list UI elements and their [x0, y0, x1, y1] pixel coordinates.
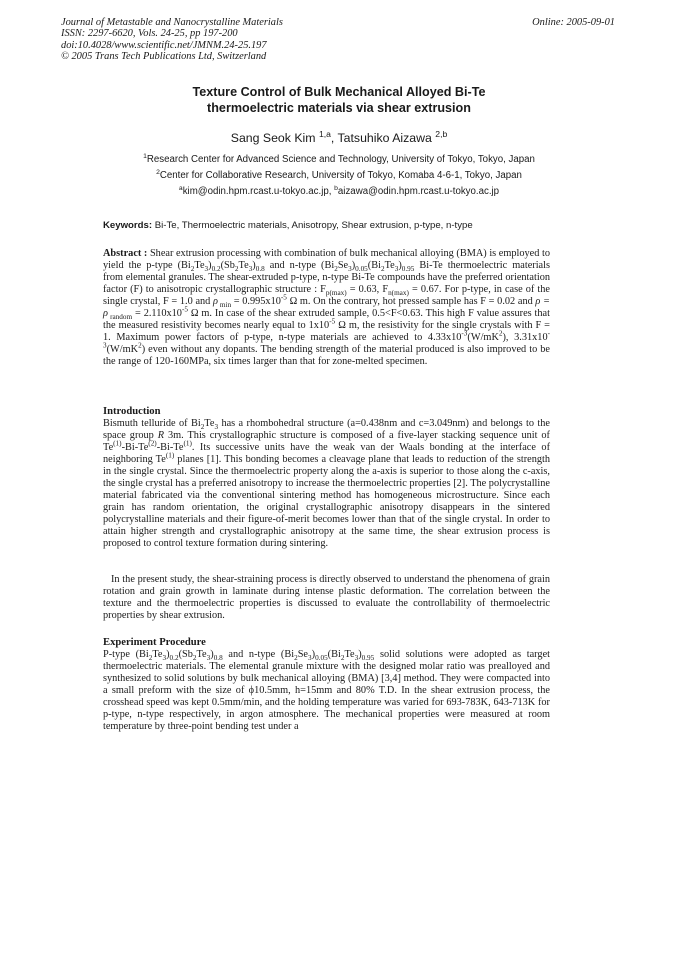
subscript: 2 — [294, 654, 298, 663]
superscript: (2) — [148, 439, 157, 448]
abstract-text: (W/mK — [106, 344, 139, 356]
subscript: 2 — [200, 423, 205, 432]
subscript: 2 — [234, 265, 239, 274]
journal-name: Journal of Metastable and Nanocrystalline Materials — [61, 17, 283, 28]
keywords-text: Bi-Te, Thermoelectric materials, Anisotropy, Shear extrusion, p-type, n-type — [152, 220, 473, 231]
abstract-text: ) — [351, 260, 356, 272]
abstract-text: Ω m. On the contrary, hot pressed sample has F = 0.02 and — [286, 296, 536, 308]
copyright-line: © 2005 Trans Tech Publications Ltd, Switzerland — [61, 50, 267, 62]
superscript: -3 — [461, 329, 468, 338]
abstract-text: Te — [384, 260, 395, 272]
body-text: has a rhombohedral structure (a=0.438nm and c=3.049nm) and belongs to the space group — [103, 418, 551, 442]
abstract-text: ) — [398, 260, 402, 272]
introduction-paragraph-1 — [103, 418, 550, 551]
body-text: solid solutions were adopted as target thermoelectric materials. The elemental granule mixture with the designed molar ratio was prealloyed and synthesized to solid solutions by bulk mechanical alloying (BMA) [3,4] method. They were compacted into a small preform with the size of ϕ10.5mm, h=15mm and 80% T.D. In the shear extrusion process, the crosshead speed was kept 0.5mm/min, and the holding temperature was varied for 693-783K, 643-713K for p-type, n-type respectively, in argon atmosphere. The mechanical properties were measured at room temperature by three-point bending test under a — [103, 649, 551, 733]
email-link[interactable]: kim@odin.hpm.rcast.u-tokyo.ac.jp, — [182, 186, 335, 197]
author-name: Tatsuhiko Aizawa — [337, 131, 432, 145]
rho-symbol: ρ = ρ — [103, 296, 550, 320]
subscript: 0.95 — [401, 265, 415, 274]
body-text: (Bi — [327, 649, 341, 660]
author-affiliation-mark: 2,b — [435, 128, 448, 139]
subscript: 3 — [354, 654, 359, 663]
superscript: (1) — [165, 451, 175, 460]
body-text: Te — [344, 649, 355, 660]
experiment-paragraph — [103, 649, 550, 733]
subscript: 0.05 — [355, 265, 368, 274]
doi-line[interactable]: doi:10.4028/www.scientific.net/JMNM.24-25.197 — [61, 39, 267, 51]
online-date: Online: 2005-09-01 — [532, 17, 615, 28]
abstract-text: Ω m. In case of the shear extruded sample, 0.5<F<0.63. This high F value assures that the measured resistivity becomes nearly equal to 1x10 — [103, 308, 550, 332]
abstract-text: = 0.995x10 — [231, 296, 281, 308]
abstract-text: Te — [194, 260, 205, 272]
superscript: (1) — [183, 439, 192, 448]
body-text: planes [1]. This bonding becomes a cleavage plane that leads to reduction of the strength in the single crystal. Since the thermoelectric property along the a-axis is superior to those along the c-axis, the single crystal has a preferred anisotropy to increase the thermoelectric properties [2]. The polycrystalline material fabricated via the conventional sintering method has homogeneous microstructure. Since each grain has random orientation, the original crystallographic anisotropy disappears in the sintered polycrystalline materials and their figure-of-merit becomes lower than that of the single crystal. In order to attain higher strength and crystallographic anisotropy at the same time, the shear extrusion process is proposed to control texture formation during sintering. — [103, 454, 551, 550]
body-text: ) — [358, 649, 362, 660]
body-text: . Its successive units have the weak van der Waals bonding at the interface of neighboring Te — [103, 442, 550, 466]
keywords — [103, 220, 473, 231]
affiliation-mark: 1 — [143, 152, 147, 160]
rho-symbol: ρ — [213, 296, 218, 308]
subscript: 0.95 — [361, 654, 375, 663]
superscript: -5 — [280, 293, 287, 302]
subscript: 2 — [190, 265, 195, 274]
abstract-label: Abstract : — [103, 248, 148, 259]
journal-header — [61, 17, 283, 62]
abstract-text: ), 3.31x10 — [502, 332, 548, 344]
keywords-label: Keywords: — [103, 220, 153, 231]
body-text: Te — [204, 418, 215, 429]
title-line-2: thermoelectric materials via shear extrusion — [207, 101, 471, 115]
abstract-text: Bi-Te thermoelectric materials from elemental granules. The shear-extruded p-type, n-type Bi-Te compounds have the preferred orientation factor (F) to anisotropic crystallographic structure : F — [103, 260, 550, 296]
abstract-text: = 0.67. For p-type, in case of the single crystal, F = 1.0 and — [103, 284, 550, 308]
abstract-text: ) even without any dopants. The bending strength of the material produced is also improved to be the range of 120-160MPa, six times larger than that for zone-melted specimen. — [103, 344, 550, 368]
affiliation-text: Center for Collaborative Research, University of Tokyo, Komaba 4-6-1, Tokyo, Japan — [159, 170, 522, 181]
affiliation-text: Research Center for Advanced Science and Technology, University of Tokyo, Tokyo, Japan — [146, 154, 535, 165]
author-affiliation-mark: 1,a — [318, 128, 331, 139]
body-text: -Bi-Te — [121, 442, 149, 454]
email-line — [80, 186, 598, 197]
subscript: 3 — [214, 423, 219, 432]
abstract — [103, 248, 550, 368]
body-text: 3m. This crystallographic structure is composed of a five-layer stacking sequence unit of Te — [103, 430, 550, 454]
abstract-text: ) — [252, 260, 256, 272]
body-text: Te — [196, 649, 207, 660]
subscript: 0.05 — [315, 654, 328, 663]
abstract-text: Te — [238, 260, 249, 272]
affiliation-1 — [80, 154, 598, 165]
abstract-text: = 2.110x10 — [132, 308, 182, 320]
superscript: (1) — [113, 439, 122, 448]
author-list — [100, 128, 578, 145]
body-text: ) — [210, 649, 214, 660]
paper-title — [100, 84, 578, 116]
superscript: -5 — [181, 305, 188, 314]
abstract-text: Se — [337, 260, 349, 272]
subscript: 3 — [204, 265, 209, 274]
abstract-text: (Bi — [367, 260, 381, 272]
section-heading-introduction: Introduction — [103, 406, 161, 417]
subscript: 3 — [248, 265, 253, 274]
subscript: 3 — [162, 654, 167, 663]
superscript: -3 — [103, 329, 551, 350]
body-text: Te — [152, 649, 163, 660]
title-line-1: Texture Control of Bulk Mechanical Alloyed Bi-Te — [192, 85, 486, 99]
body-text: Bismuth telluride of Bi — [103, 418, 201, 429]
subscript: 2 — [334, 265, 338, 274]
abstract-text: = 0.63, F — [346, 284, 389, 296]
subscript: 0.8 — [213, 654, 223, 663]
abstract-text: ) — [208, 260, 212, 272]
abstract-text: and n-type (Bi — [264, 260, 335, 272]
email-link[interactable]: aizawa@odin.hpm.rcast.u-tokyo.ac.jp — [337, 186, 500, 197]
abstract-text: Ω m, the resistivity for the single crystals with F = 1. Maximum power factors of p-type, n-type materials are achieved to 4.33x10 — [103, 320, 550, 344]
subscript: 3 — [394, 265, 399, 274]
body-text: -Bi-Te — [156, 442, 184, 454]
author-separator: , — [330, 131, 338, 145]
subscript: 3 — [206, 654, 211, 663]
subscript: n(max) — [388, 289, 409, 298]
affiliation-2 — [80, 170, 598, 181]
body-text: In the present study, the shear-straining process is directly observed to understand the phenomena of grain rotation and grain growth in laminate during intense plastic deformation. The correlation between the texture and the thermoelectric properties is discussed to evaluate the controllability of thermoelectric properties by shear extrusion. — [103, 574, 550, 622]
body-text: (Sb — [178, 649, 193, 660]
subscript: 0.8 — [255, 265, 265, 274]
subscript: p(max) — [325, 289, 347, 298]
superscript: -5 — [329, 317, 336, 326]
subscript: 2 — [148, 654, 153, 663]
section-heading-experiment: Experiment Procedure — [103, 637, 206, 648]
body-text: P-type (Bi — [103, 649, 149, 660]
body-text: ) — [311, 649, 316, 660]
subscript: 0.2 — [211, 265, 221, 274]
abstract-text: Shear extrusion processing with combination of bulk mechanical alloying (BMA) is employed to yield the p-type (Bi — [103, 248, 550, 272]
issn-line: ISSN: 2297-6620, Vols. 24-25, pp 197-200 — [61, 28, 238, 40]
body-text: and n-type (Bi — [222, 649, 295, 660]
email-mark: b — [334, 184, 338, 192]
body-text: Se — [297, 649, 309, 660]
subscript: 2 — [340, 654, 345, 663]
email-mark: a — [178, 184, 183, 192]
subscript: 3 — [348, 265, 352, 274]
author-name: Sang Seok Kim — [230, 131, 316, 145]
abstract-text: (W/mK — [467, 332, 499, 344]
affiliation-mark: 2 — [156, 168, 160, 176]
subscript: 2 — [192, 654, 197, 663]
introduction-paragraph-2 — [103, 574, 550, 622]
superscript: 2 — [138, 341, 142, 350]
body-text: ) — [166, 649, 170, 660]
subscript: min — [217, 301, 232, 310]
subscript: 0.2 — [169, 654, 179, 663]
subscript: 3 — [308, 654, 312, 663]
subscript: 2 — [380, 265, 385, 274]
space-group-symbol: R — [157, 430, 165, 442]
abstract-text: (Sb — [220, 260, 235, 272]
subscript: random — [107, 313, 133, 322]
superscript: 2 — [498, 329, 503, 338]
